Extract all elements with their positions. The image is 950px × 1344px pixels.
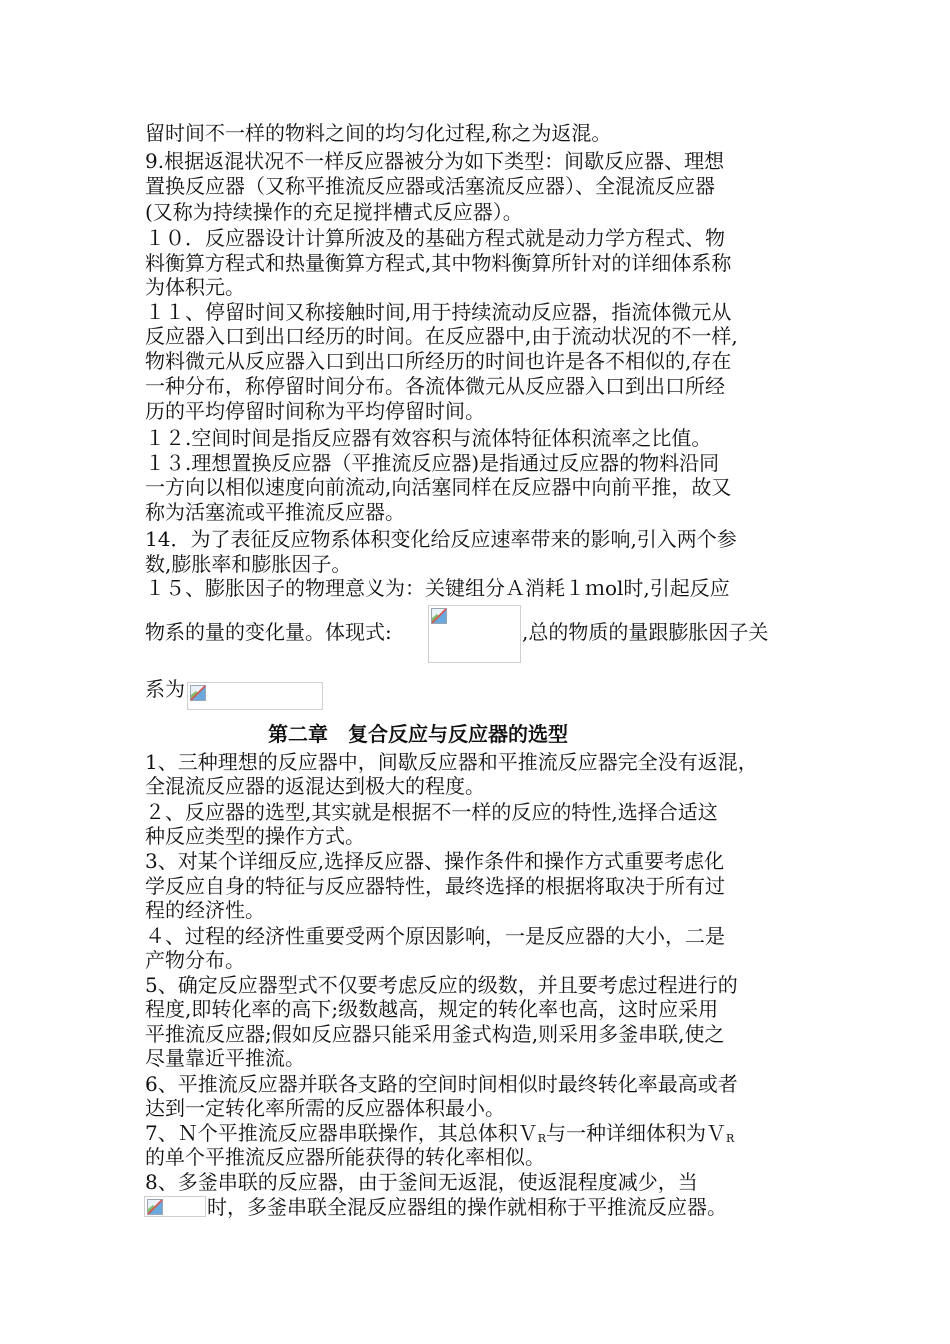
text-line: 物系的量的变化量。体现式: xyxy=(145,620,392,644)
subscript: R xyxy=(726,1132,735,1145)
text-line: 反应器入口到出口经历的时间。在反应器中,由于流动状况的不一样, xyxy=(145,324,738,348)
text-line: 达到一定转化率所需的反应器体积最小。 xyxy=(145,1096,505,1120)
text-line: 尽量靠近平推流。 xyxy=(145,1046,305,1070)
formula-image-placeholder xyxy=(144,1196,206,1217)
text-line: １５、膨胀因子的物理意义为：关键组分Ａ消耗１ｍol时,引起反应 xyxy=(145,576,730,600)
broken-image-icon xyxy=(147,1199,163,1215)
text-line: １０．反应器设计计算所波及的基础方程式就是动力学方程式、物 xyxy=(145,226,725,250)
broken-image-icon xyxy=(190,685,206,701)
chapter-title: 第二章 复合反应与反应器的选型 xyxy=(268,722,568,746)
text-line: 1、三种理想的反应器中，间歇反应器和平推流反应器完全没有返混， xyxy=(145,750,758,774)
formula-image-placeholder xyxy=(428,605,521,663)
text-line: １３.理想置换反应器（平推流反应器)是指通过反应器的物料沿同 xyxy=(145,451,720,475)
text-line: 程的经济性。 xyxy=(145,898,265,922)
text-span: 与一种详细体积为Ｖ xyxy=(546,1121,727,1145)
text-line: 置换反应器（又称平推流反应器或活塞流反应器）、全混流反应器 xyxy=(145,174,715,198)
text-line: 14．为了表征反应物系体积变化给反应速率带来的影响,引入两个参 xyxy=(145,527,737,551)
text-line: １２.空间时间是指反应器有效容积与流体特征体积流率之比值。 xyxy=(145,426,712,450)
subscript: R xyxy=(537,1132,547,1145)
text-line: 为体积元。 xyxy=(145,275,245,299)
text-line: (又称为持续操作的充足搅拌槽式反应器）。 xyxy=(145,200,523,224)
text-line: ,总的物质的量跟膨胀因子关 xyxy=(522,620,769,644)
text-line: 9.根据返混状况不一样反应器被分为如下类型：间歇反应器、理想 xyxy=(145,149,725,173)
text-line: 6、平推流反应器并联各支路的空间时间相似时最终转化率最高或者 xyxy=(145,1072,738,1096)
text-line: 全混流反应器的返混达到极大的程度。 xyxy=(145,774,485,798)
text-line: 种反应类型的操作方式。 xyxy=(145,824,365,848)
text-line: 料衡算方程式和热量衡算方程式,其中物料衡算所针对的详细体系称 xyxy=(145,251,732,275)
text-line: 时，多釜串联全混反应器组的操作就相称于平推流反应器。 xyxy=(207,1195,727,1219)
text-line: 一方向以相似速度向前流动,向活塞同样在反应器中向前平推，故又 xyxy=(145,475,732,499)
text-line: 5、确定反应器型式不仅要考虑反应的级数，并且要考虑过程进行的 xyxy=(145,973,738,997)
text-line: 产物分布。 xyxy=(145,948,245,972)
text-line: 的单个平推流反应器所能获得的转化率相似。 xyxy=(145,1145,545,1169)
text-span: 7、Ｎ个平推流反应器串联操作，其总体积Ｖ xyxy=(145,1121,538,1145)
broken-image-icon xyxy=(431,608,447,624)
text-line: 3、对某个详细反应,选择反应器、操作条件和操作方式重要考虑化 xyxy=(145,849,725,873)
text-line: 物料微元从反应器入口到出口所经历的时间也许是各不相似的,存在 xyxy=(145,349,732,373)
text-line: １１、停留时间又称接触时间,用于持续流动反应器，指流体微元从 xyxy=(145,300,732,324)
text-line: 历的平均停留时间称为平均停留时间。 xyxy=(145,399,485,423)
text-line: 平推流反应器;假如反应器只能采用釜式构造,则采用多釜串联,使之 xyxy=(145,1022,725,1046)
text-line: 称为活塞流或平推流反应器。 xyxy=(145,500,405,524)
text-line: 一种分布，称停留时间分布。各流体微元从反应器入口到出口所经 xyxy=(145,374,725,398)
text-line: 系为 xyxy=(145,677,185,701)
text-line: ２、反应器的选型,其实就是根据不一样的反应的特性,选择合适这 xyxy=(145,800,718,824)
text-line: 8、多釜串联的反应器，由于釜间无返混，使返混程度减少，当 xyxy=(145,1170,698,1194)
text-line: ４、过程的经济性重要受两个原因影响，一是反应器的大小，二是 xyxy=(145,924,725,948)
text-line: 学反应自身的特征与反应器特性，最终选择的根据将取决于所有过 xyxy=(145,874,725,898)
text-line: 程度,即转化率的高下;级数越高，规定的转化率也高，这时应采用 xyxy=(145,997,719,1021)
text-line: 留时间不一样的物料之间的均匀化过程,称之为返混。 xyxy=(145,121,612,145)
text-line: 数,膨胀率和膨胀因子。 xyxy=(145,552,352,576)
formula-image-placeholder xyxy=(187,682,323,710)
